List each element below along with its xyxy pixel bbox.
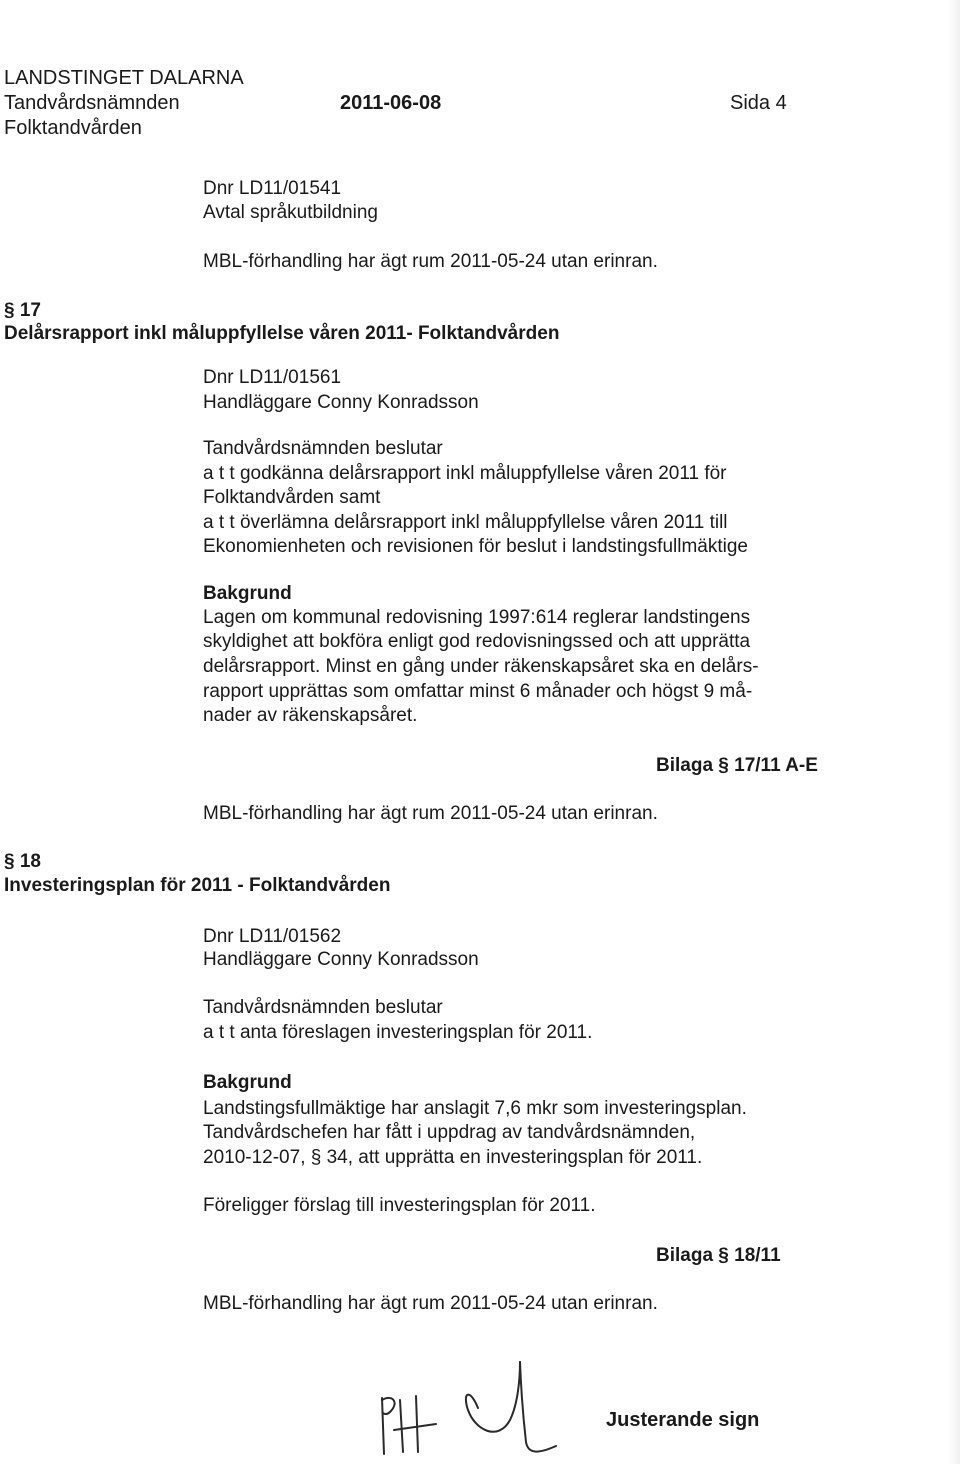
page-number: Sida 4 <box>730 92 787 114</box>
section17-attachment: Bilaga § 17/11 A-E <box>656 755 818 776</box>
org-name: LANDSTINGET DALARNA <box>4 67 244 89</box>
section17-background-heading: Bakgrund <box>203 583 292 604</box>
section17-background-line: nader av räkenskapsåret. <box>203 705 418 726</box>
initials-stroke <box>416 1396 418 1452</box>
signature-stroke <box>520 1362 556 1452</box>
meeting-date: 2011-06-08 <box>340 92 442 114</box>
section17-background-line: rapport upprättas som omfattar minst 6 månader och högst 9 må- <box>203 681 753 702</box>
section17-handler: Handläggare Conny Konradsson <box>203 392 479 413</box>
unit-name: Folktandvården <box>4 117 142 139</box>
section18-attachment: Bilaga § 18/11 <box>656 1245 781 1266</box>
section18-handler: Handläggare Conny Konradsson <box>203 949 479 970</box>
intro-mbl: MBL-förhandling har ägt rum 2011-05-24 utan erinran. <box>203 251 658 272</box>
section18-background-line: Landstingsfullmäktige har anslagit 7,6 mkr som investeringsplan. <box>203 1098 747 1119</box>
section17-decision-line: a t t godkänna delårsrapport inkl måluppfyllelse våren 2011 för <box>203 463 727 484</box>
section17-decision-line: Tandvårdsnämnden beslutar <box>203 438 443 459</box>
section18-background-line: Tandvårdschefen har fått i uppdrag av tandvårdsnämnden, <box>203 1122 696 1143</box>
section18-background-line: 2010-12-07, § 34, att upprätta en investeringsplan för 2011. <box>203 1147 703 1168</box>
section18-title: Investeringsplan för 2011 - Folktandvården <box>4 875 391 896</box>
initials-stroke <box>382 1398 395 1414</box>
intro-subject: Avtal språkutbildning <box>203 202 378 223</box>
section17-decision-line: Ekonomienheten och revisionen för beslut i landstingsfullmäktige <box>203 536 748 557</box>
section18-proposal: Föreligger förslag till investeringsplan för 2011. <box>203 1195 596 1216</box>
section18-decision-line: Tandvårdsnämnden beslutar <box>203 997 443 1018</box>
adjust-signature-label: Justerande sign <box>606 1409 760 1431</box>
initials-stroke <box>394 1424 436 1430</box>
section18-decision-line: a t t anta föreslagen investeringsplan för 2011. <box>203 1022 593 1043</box>
section17-decision-line: a t t överlämna delårsrapport inkl måluppfyllelse våren 2011 till <box>203 512 728 533</box>
handwritten-signature <box>360 1358 570 1458</box>
initials-stroke <box>400 1400 403 1452</box>
section18-mbl: MBL-förhandling har ägt rum 2011-05-24 utan erinran. <box>203 1293 658 1314</box>
section18-dnr: Dnr LD11/01562 <box>203 926 342 947</box>
section17-number: § 17 <box>4 300 41 321</box>
section18-background-heading: Bakgrund <box>203 1072 292 1093</box>
signature-stroke <box>466 1362 520 1432</box>
initials-stroke <box>382 1398 384 1454</box>
section17-decision-line: Folktandvården samt <box>203 487 381 508</box>
page-edge-shadow <box>948 0 960 1464</box>
section17-mbl: MBL-förhandling har ägt rum 2011-05-24 utan erinran. <box>203 803 658 824</box>
section17-dnr: Dnr LD11/01561 <box>203 367 342 388</box>
committee-name: Tandvårdsnämnden <box>4 92 180 114</box>
intro-dnr: Dnr LD11/01541 <box>203 178 342 199</box>
section18-number: § 18 <box>4 851 41 872</box>
section17-title: Delårsrapport inkl måluppfyllelse våren 2011- Folktandvården <box>4 323 560 344</box>
section17-background-line: skyldighet att bokföra enligt god redovisningssed och att upprätta <box>203 631 751 652</box>
section17-background-line: delårsrapport. Minst en gång under räkenskapsåret ska en delårs- <box>203 656 759 677</box>
section17-background-line: Lagen om kommunal redovisning 1997:614 reglerar landstingens <box>203 607 751 628</box>
